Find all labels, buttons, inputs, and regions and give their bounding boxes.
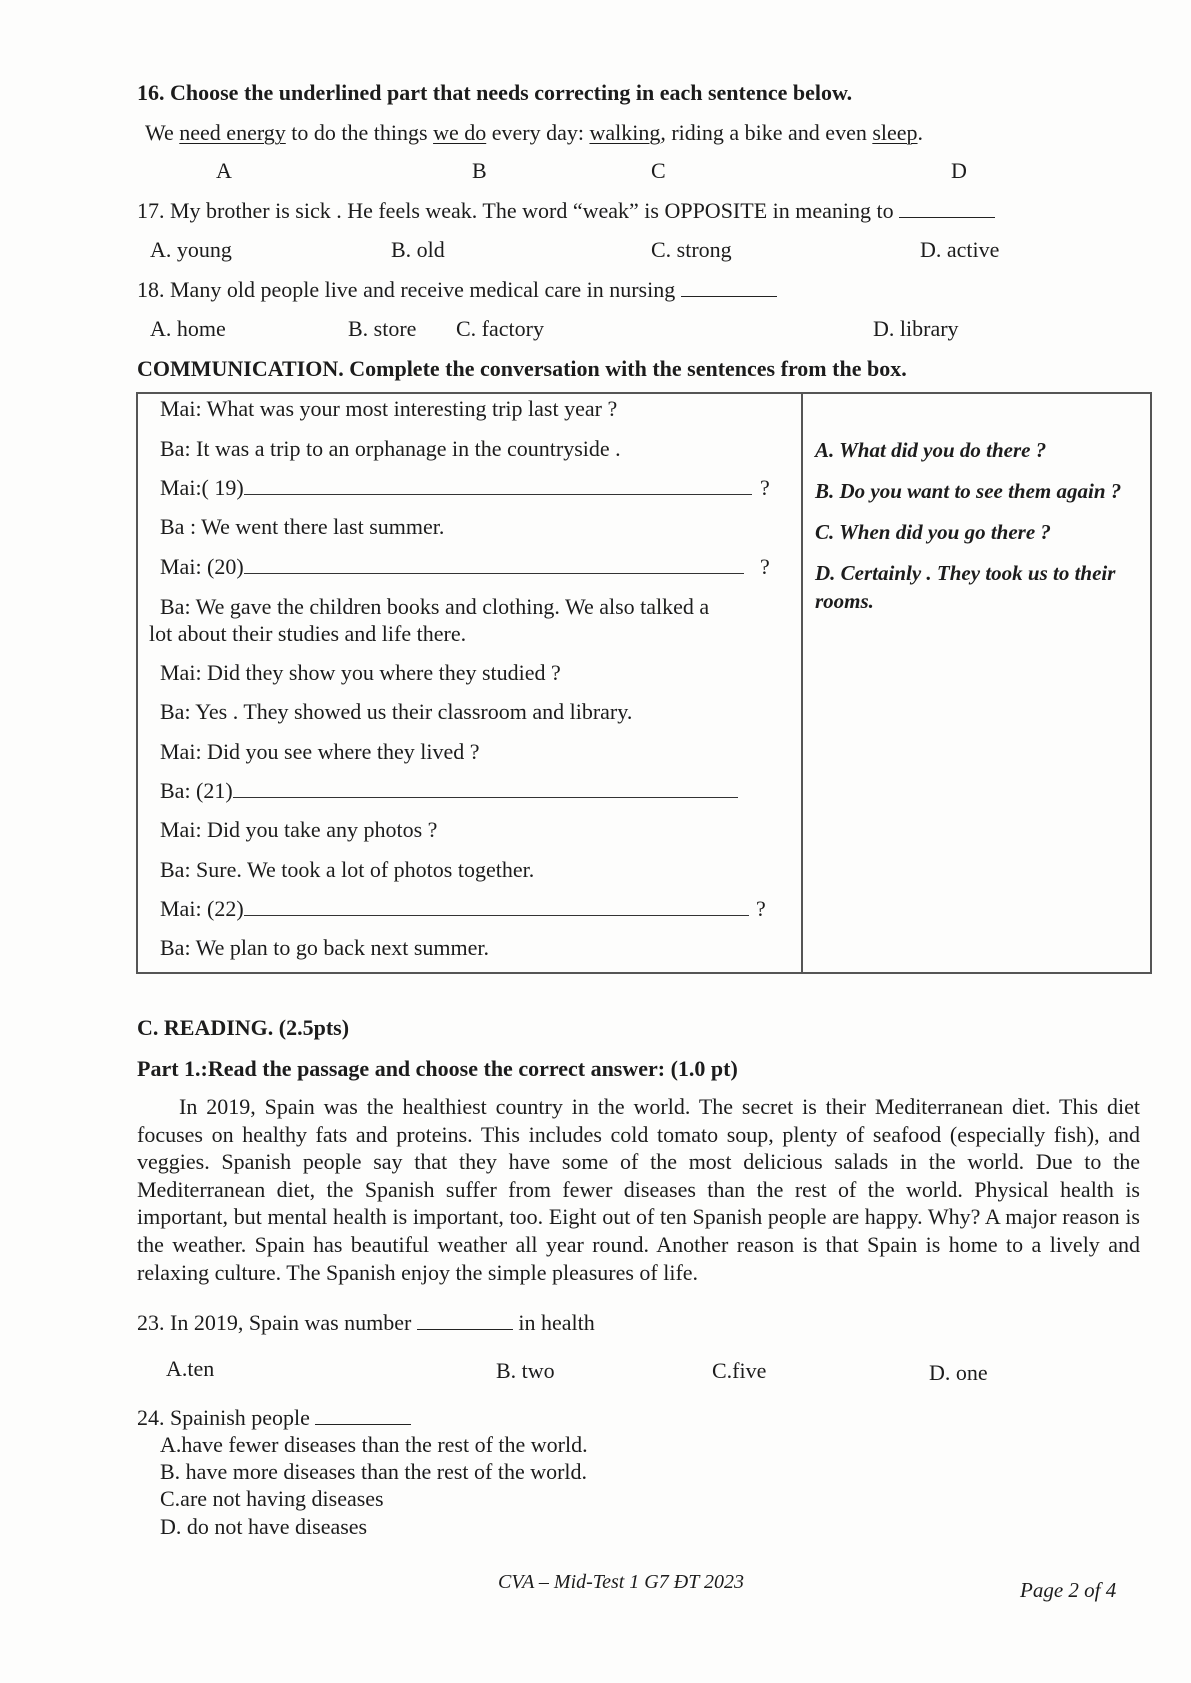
blank-21[interactable]: [233, 781, 738, 798]
reading-passage: In 2019, Spain was the healthiest country in the world. The secret is their Mediterranean diet. This diet focuses on healthy fats and proteins. This includes cold tomato soup, plenty of seafood (especially fish), and veggies. Spanish people say that they have some of the most delicious salads in the world. Due to the Mediterranean diet, the Spanish suffer from fewer diseases than the rest of the world. Physical health is important, but mental health is important, too. Eight out of ten Spanish people are happy. Why? A major reason is the weather. Spain has beautiful weather all year round. Another reason is that Spain is home to a lively and relaxing culture. The Spanish enjoy the simple pleasures of life.: [137, 1094, 1140, 1285]
conv-qmark-19: ?: [760, 475, 770, 500]
box-option-d-cont: rooms.: [815, 589, 874, 613]
q17-option-c[interactable]: C. strong: [651, 237, 732, 262]
blank-20[interactable]: [244, 557, 744, 574]
conv-line-13: Ba: Sure. We took a lot of photos together.: [160, 857, 535, 882]
q16-label-a: A: [216, 158, 232, 183]
conv-line-8: Mai: Did they show you where they studied ?: [160, 660, 561, 685]
conversation-divider: [801, 392, 803, 974]
conv-line-12: Mai: Did you take any photos ?: [160, 817, 438, 842]
conv-line-10: Mai: Did you see where they lived ?: [160, 739, 480, 764]
q16-label-d: D: [951, 158, 967, 183]
q16-underline-b: we do: [433, 120, 487, 145]
q16-instruction: 16. Choose the underlined part that needs correcting in each sentence below.: [137, 80, 853, 105]
conv-line-21: Ba: (21): [160, 780, 738, 802]
q18-blank[interactable]: [681, 278, 777, 297]
q24-option-b[interactable]: B. have more diseases than the rest of the world.: [160, 1459, 588, 1484]
q18-option-a[interactable]: A. home: [150, 316, 226, 341]
conv-line-1: Mai: What was your most interesting trip last year ?: [160, 396, 618, 421]
q16-label-b: B: [472, 158, 487, 183]
q23-option-c[interactable]: C.five: [712, 1358, 767, 1383]
conv-qmark-20: ?: [760, 554, 770, 579]
q17-option-d[interactable]: D. active: [920, 237, 1000, 262]
conv-line-9: Ba: Yes . They showed us their classroom and library.: [160, 699, 633, 724]
q23-blank[interactable]: [417, 1311, 513, 1330]
q18-option-d[interactable]: D. library: [873, 316, 959, 341]
communication-heading: COMMUNICATION. Complete the conversation with the sentences from the box.: [137, 356, 907, 381]
q24-question: 24. Spainish people: [137, 1406, 411, 1429]
q16-underline-d: sleep: [872, 120, 918, 145]
q24-option-d[interactable]: D. do not have diseases: [160, 1514, 368, 1539]
blank-19[interactable]: [244, 478, 752, 495]
conv-line-20: Mai: (20): [160, 556, 744, 578]
box-option-c: C. When did you go there ?: [815, 520, 1051, 544]
conv-line-22: Mai: (22): [160, 898, 749, 920]
q18-option-b[interactable]: B. store: [348, 316, 417, 341]
conv-line-15: Ba: We plan to go back next summer.: [160, 935, 489, 960]
box-option-d: D. Certainly . They took us to their: [815, 561, 1116, 585]
q18-question: 18. Many old people live and receive medical care in nursing: [137, 278, 777, 301]
q24-option-a[interactable]: A.have fewer diseases than the rest of the world.: [160, 1432, 588, 1457]
conv-line-6: Ba: We gave the children books and clothing. We also talked a: [160, 594, 710, 619]
q23-option-a[interactable]: A.ten: [166, 1356, 215, 1381]
reading-part1-heading: Part 1.:Read the passage and choose the correct answer: (1.0 pt): [137, 1056, 738, 1081]
conv-qmark-22: ?: [756, 896, 766, 921]
conv-line-7: lot about their studies and life there.: [149, 621, 467, 646]
q23-option-d[interactable]: D. one: [929, 1360, 988, 1385]
q18-option-c[interactable]: C. factory: [456, 316, 544, 341]
q16-label-c: C: [651, 158, 666, 183]
q17-option-a[interactable]: A. young: [150, 237, 232, 262]
q17-option-b[interactable]: B. old: [391, 237, 445, 262]
q24-blank[interactable]: [315, 1406, 411, 1425]
box-option-b: B. Do you want to see them again ?: [815, 479, 1122, 503]
footer-page-number: Page 2 of 4: [1020, 1578, 1117, 1602]
q23-question: 23. In 2019, Spain was number in health: [137, 1310, 595, 1335]
conv-line-2: Ba: It was a trip to an orphanage in the countryside .: [160, 436, 621, 461]
footer-test-id: CVA – Mid-Test 1 G7 ĐT 2023: [498, 1571, 744, 1593]
conv-line-4: Ba : We went there last summer.: [160, 514, 445, 539]
box-option-a: A. What did you do there ?: [815, 438, 1047, 462]
q16-underline-c: walking: [589, 120, 661, 145]
blank-22[interactable]: [244, 899, 749, 916]
q16-sentence: We need energy to do the things we do every day: walking, riding a bike and even sleep.: [145, 120, 924, 145]
q24-option-c[interactable]: C.are not having diseases: [160, 1486, 384, 1511]
q16-underline-a: need energy: [179, 120, 286, 145]
reading-heading: C. READING. (2.5pts): [137, 1015, 350, 1040]
conv-line-19: Mai:( 19): [160, 477, 752, 499]
q17-blank[interactable]: [899, 199, 995, 218]
q23-option-b[interactable]: B. two: [496, 1358, 555, 1383]
q17-question: 17. My brother is sick . He feels weak. The word “weak” is OPPOSITE in meaning to: [137, 199, 995, 222]
